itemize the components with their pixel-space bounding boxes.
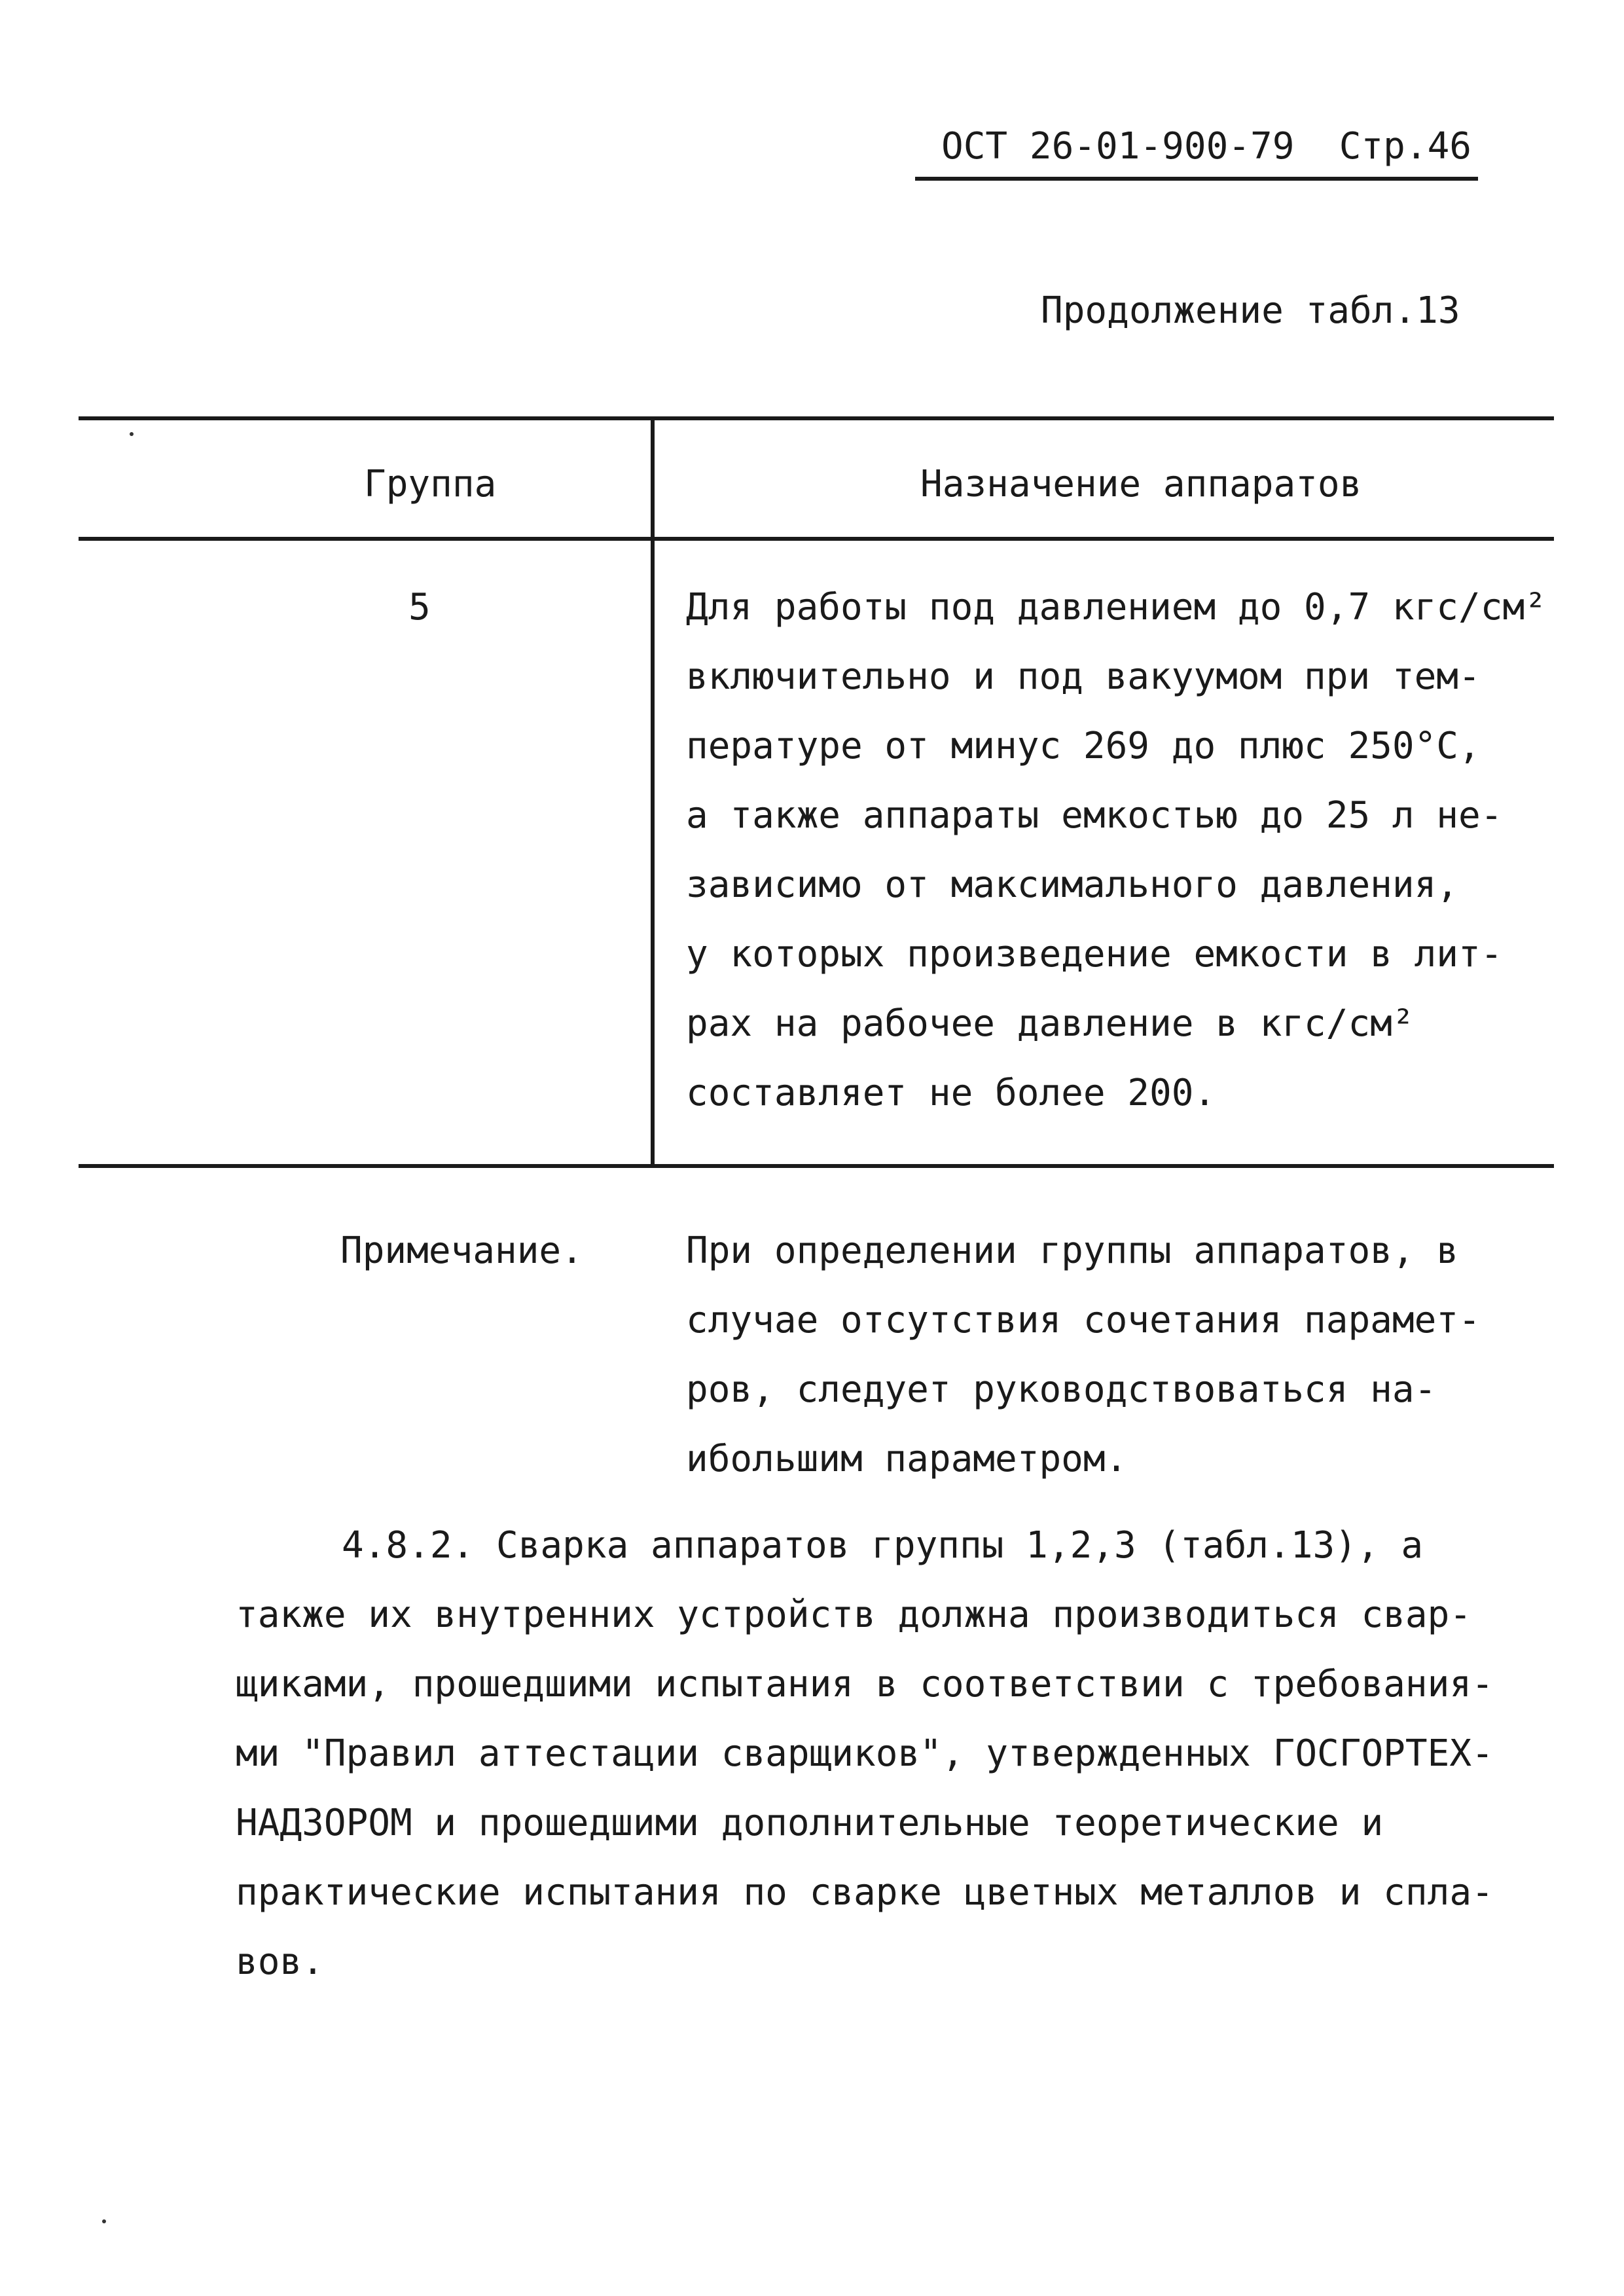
- document-code: ОСТ 26-01-900-79: [941, 125, 1295, 168]
- page-number: Стр.46: [1339, 125, 1471, 168]
- purpose-line: Для работы под давлением до 0,7 кгс/см²: [686, 586, 1547, 629]
- paragraph-line: практические испытания по сварке цветных металлов и спла-: [236, 1871, 1494, 1914]
- purpose-line: а также аппараты емкостью до 25 л не-: [686, 794, 1503, 837]
- table-header-rule: [79, 537, 1554, 541]
- paragraph-line: НАДЗОРОМ и прошедшими дополнительные теоретические и: [236, 1802, 1384, 1844]
- paragraph-line: также их внутренних устройств должна производиться свар-: [236, 1594, 1472, 1636]
- column-header-group: Группа: [364, 463, 497, 505]
- paragraph-line: ми "Правил аттестации сварщиков", утвержденных ГОСГОРТЕХ-: [236, 1732, 1494, 1775]
- page-header: [915, 117, 1478, 181]
- purpose-line: у которых произведение емкости в лит-: [686, 933, 1503, 975]
- note-label: Примечание.: [340, 1230, 583, 1272]
- paragraph-line: щиками, прошедшими испытания в соответствии с требования-: [236, 1663, 1494, 1705]
- table-top-rule: [79, 416, 1554, 420]
- note-line: При определении группы аппаратов, в: [686, 1230, 1459, 1272]
- table-cell-purpose: [686, 573, 1550, 1128]
- scan-speck: [102, 2219, 106, 2223]
- table-column-divider: [651, 419, 655, 1165]
- purpose-line: составляет не более 200.: [686, 1072, 1216, 1114]
- note-line: ров, следует руководствоваться на-: [686, 1368, 1437, 1411]
- note-text: [686, 1216, 1537, 1494]
- note-line: ибольшим параметром.: [686, 1438, 1128, 1480]
- purpose-line: зависимо от максимального давления,: [686, 864, 1459, 906]
- table-bottom-rule: [79, 1164, 1554, 1168]
- section-paragraph: [236, 1511, 1545, 1997]
- note-line: случае отсутствия сочетания парамет-: [686, 1299, 1481, 1341]
- purpose-line: включительно и под вакуумом при тем-: [686, 655, 1481, 698]
- paragraph-line: вов.: [236, 1941, 324, 1983]
- scan-speck: [130, 432, 134, 436]
- purpose-line: пературе от минус 269 до плюс 250°С,: [686, 725, 1481, 767]
- table-cell-group: 5: [408, 586, 431, 629]
- paragraph-line: 4.8.2. Сварка аппаратов группы 1,2,3 (табл.13), а: [342, 1524, 1424, 1567]
- column-header-purpose: Назначение аппаратов: [920, 463, 1362, 505]
- purpose-line: рах на рабочее давление в кгс/см²: [686, 1002, 1415, 1045]
- table-continuation-label: Продолжение табл.13: [1041, 289, 1460, 332]
